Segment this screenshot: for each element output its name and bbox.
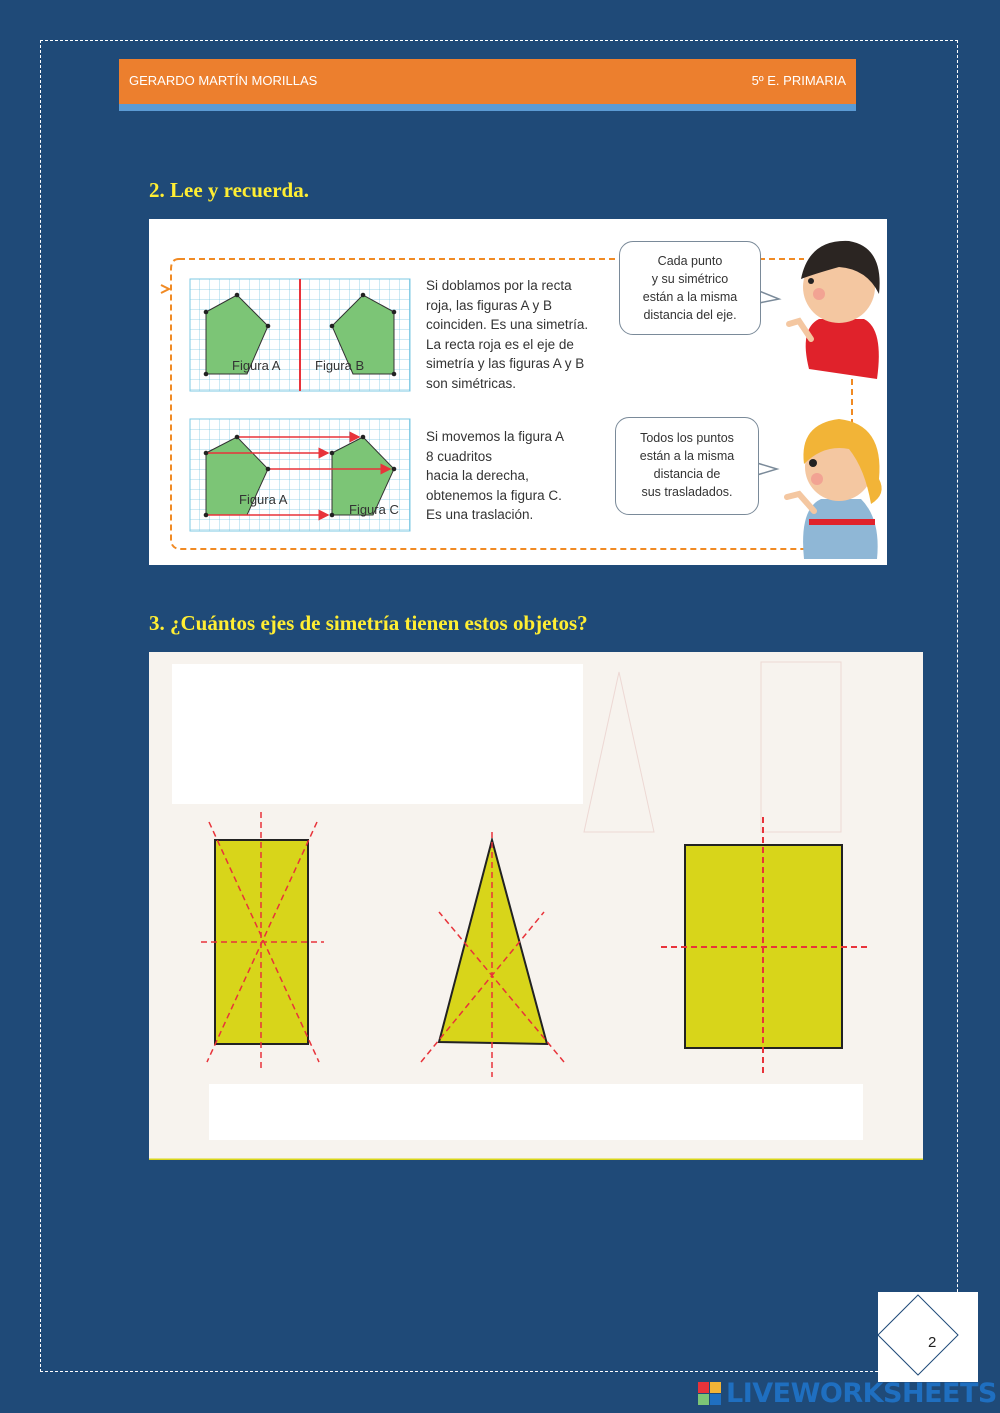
page-number-box [878,1292,978,1382]
symmetry-line: roja, las figuras A y B [426,297,553,313]
bubble-line: Cada punto [657,254,723,268]
girl-illustration [787,419,882,559]
explanation-panel [149,219,887,565]
boy-illustration [789,241,880,379]
symmetry-text [426,276,588,393]
bubble-line: Todos los puntos [640,431,734,445]
liveworksheets-logo-icon [698,1382,722,1406]
speech-bubble-top [619,241,761,335]
answer-box-top[interactable] [172,664,583,804]
page-number: 2 [928,1334,937,1351]
question-2-title: 2. Lee y recuerda. [149,178,309,202]
header-grade: 5º E. PRIMARIA [751,73,846,88]
figure-b-label: Figura B [315,358,365,373]
translation-line: hacia la derecha, [426,468,529,483]
question-3-title: 3. ¿Cuántos ejes de simetría tienen estos objetos? [149,611,588,635]
bubble-line: distancia de [653,467,721,481]
shape-rectangle-1 [201,812,324,1072]
speech-bubble-bottom [615,417,759,515]
bubble-line: están a la misma [642,290,738,304]
translation-line: obtenemos la figura C. [426,487,562,503]
figure-a-label: Figura A [232,358,281,373]
translation-line: Es una traslación. [426,507,534,522]
figure-a2-label: Figura A [239,492,288,507]
symmetry-line: simetría y las figuras A y B [426,356,585,371]
shape-triangle [421,832,564,1077]
header-author: GERARDO MARTÍN MORILLAS [129,73,318,88]
translation-text [426,427,564,525]
page-header [119,59,856,104]
bubble-line: distancia del eje. [643,308,737,322]
symmetry-line: Si doblamos por la recta [426,278,572,293]
symmetry-line: La recta roja es el eje de [426,336,574,352]
bubble-line: sus trasladados. [641,485,733,499]
bubble-line: están a la misma [639,449,735,463]
bubble-line: y su simétrico [651,272,729,286]
liveworksheets-brand[interactable]: LIVEWORKSHEETS [726,1378,997,1409]
shapes-panel [149,652,923,1160]
header-underline [119,104,856,111]
symmetry-line: coinciden. Es una simetría. [426,317,589,332]
translation-line: Si movemos la figura A [426,429,565,444]
shape-rectangle-2 [661,817,867,1077]
figure-c-label: Figura C [349,502,399,517]
translation-line: 8 cuadritos [426,448,493,464]
symmetry-line: son simétricas. [426,375,517,391]
answer-box-bottom[interactable] [209,1084,863,1140]
